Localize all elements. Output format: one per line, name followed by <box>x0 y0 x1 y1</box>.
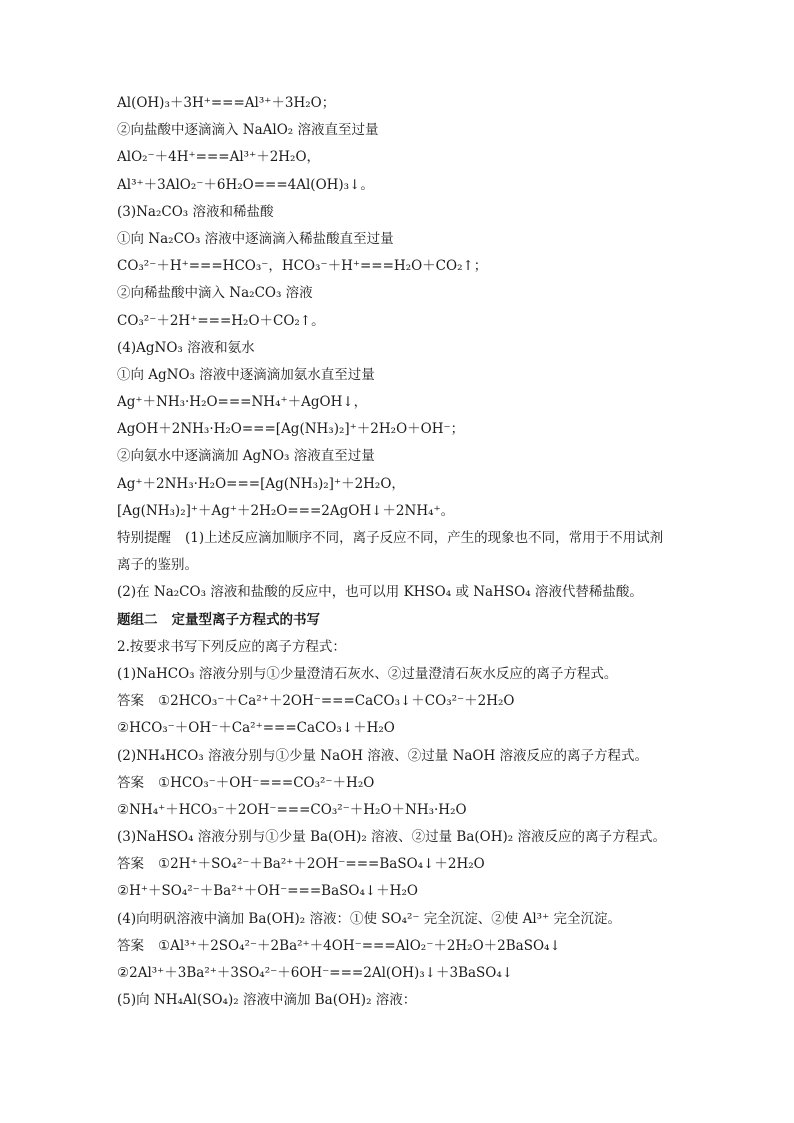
text-line: (1)NaHCO₃ 溶液分别与①少量澄清石灰水、②过量澄清石灰水反应的离子方程式。 <box>117 665 618 682</box>
text-line: (3)NaHSO₄ 溶液分别与①少量 Ba(OH)₂ 溶液、②过量 Ba(OH)₂ 溶液反应的离子方程式。 <box>117 829 666 846</box>
line-label: 答案 <box>117 774 144 791</box>
line-text: ①2H⁺＋SO₄²⁻＋Ba²⁺＋2OH⁻===BaSO₄↓＋2H₂O <box>158 856 485 873</box>
line-text: ①2HCO₃⁻＋Ca²⁺＋2OH⁻===CaCO₃↓＋CO₃²⁻＋2H₂O <box>158 693 515 710</box>
text-line: ②NH₄⁺＋HCO₃⁻＋2OH⁻===CO₃²⁻＋H₂O＋NH₃·H₂O <box>117 801 467 818</box>
text-line <box>117 933 737 960</box>
line-text: (1)上述反应滴加顺序不同，离子反应不同，产生的现象也不同，常用于不用试剂 <box>185 530 664 546</box>
text-line: ②HCO₃⁻＋OH⁻＋Ca²⁺===CaCO₃↓＋H₂O <box>117 720 395 737</box>
text-line: Al(OH)₃＋3H⁺===Al³⁺＋3H₂O； <box>117 95 336 111</box>
text-line: (4)向明矾溶液中滴加 Ba(OH)₂ 溶液：①使 SO₄²⁻ 完全沉淀、②使 Al³⁺ 完全沉淀。 <box>117 910 621 927</box>
line-label: 特别提醒 <box>117 530 171 546</box>
text-line: ②向稀盐酸中滴入 Na₂CO₃ 溶液 <box>117 285 313 302</box>
line-text: 定量型离子方程式的书写 <box>171 611 320 628</box>
line-text: ①HCO₃⁻＋OH⁻===CO₃²⁻＋H₂O <box>158 774 375 791</box>
text-line: ②向氨水中逐滴滴加 AgNO₃ 溶液直至过量 <box>117 448 375 465</box>
text-line <box>117 770 737 797</box>
text-line: ②2Al³⁺＋3Ba²⁺＋3SO₄²⁻＋6OH⁻===2Al(OH)₃↓＋3BaSO₄↓ <box>117 965 514 981</box>
text-line: (2)在 Na₂CO₃ 溶液和盐酸的反应中，也可以用 KHSO₄ 或 NaHSO₄ 溶液代替稀盐酸。 <box>117 584 643 601</box>
text-line: ①向 AgNO₃ 溶液中逐滴滴加氨水直至过量 <box>117 366 375 383</box>
text-line <box>117 525 737 552</box>
text-line: (5)向 NH₄Al(SO₄)₂ 溶液中滴加 Ba(OH)₂ 溶液： <box>117 992 417 1009</box>
line-label: 答案 <box>117 937 144 954</box>
text-line <box>117 688 737 715</box>
text-line: CO₃²⁻＋2H⁺===H₂O＋CO₂↑。 <box>117 312 325 329</box>
text-line: ②向盐酸中逐滴滴入 NaAlO₂ 溶液直至过量 <box>117 122 379 139</box>
line-label: 答案 <box>117 856 144 873</box>
text-line: CO₃²⁻＋H⁺===HCO₃⁻，HCO₃⁻＋H⁺===H₂O＋CO₂↑； <box>117 258 488 275</box>
text-line: (4)AgNO₃ 溶液和氨水 <box>117 339 255 356</box>
text-line: 2.按要求书写下列反应的离子方程式： <box>117 638 346 655</box>
text-line: (3)Na₂CO₃ 溶液和稀盐酸 <box>117 203 274 220</box>
text-line: AlO₂⁻＋4H⁺===Al³⁺＋2H₂O， <box>117 149 321 166</box>
text-line: ②H⁺＋SO₄²⁻＋Ba²⁺＋OH⁻===BaSO₄↓＋H₂O <box>117 883 418 900</box>
text-line: Al³⁺＋3AlO₂⁻＋6H₂O===4Al(OH)₃↓。 <box>117 176 374 193</box>
text-line <box>117 851 737 878</box>
text-line: AgOH＋2NH₃·H₂O===[Ag(NH₃)₂]⁺＋2H₂O＋OH⁻； <box>117 421 465 438</box>
text-line: 离子的鉴别。 <box>117 557 198 574</box>
line-text: ①Al³⁺＋2SO₄²⁻＋2Ba²⁺＋4OH⁻===AlO₂⁻＋2H₂O＋2BaSO₄↓ <box>158 937 561 954</box>
document-page <box>117 90 737 1014</box>
text-line: (2)NH₄HCO₃ 溶液分别与①少量 NaOH 溶液、②过量 NaOH 溶液反应的离子方程式。 <box>117 747 649 764</box>
text-line <box>117 607 737 634</box>
text-line: [Ag(NH₃)₂]⁺＋Ag⁺＋2H₂O===2AgOH↓＋2NH₄⁺。 <box>117 502 455 519</box>
line-label: 题组二 <box>117 611 158 628</box>
line-label: 答案 <box>117 693 144 710</box>
text-line: ①向 Na₂CO₃ 溶液中逐滴滴入稀盐酸直至过量 <box>117 230 394 247</box>
text-line: Ag⁺＋2NH₃·H₂O===[Ag(NH₃)₂]⁺＋2H₂O， <box>117 475 405 492</box>
text-line: Ag⁺＋NH₃·H₂O===NH₄⁺＋AgOH↓， <box>117 394 368 411</box>
